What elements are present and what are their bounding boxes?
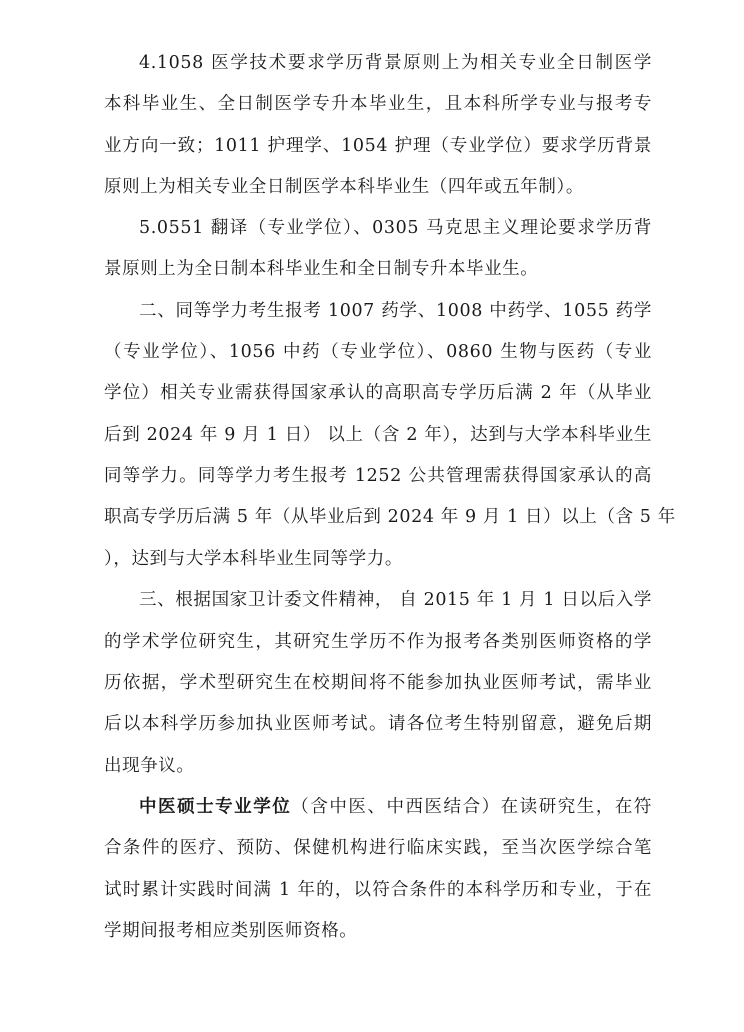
section-2-line-6: 职高专学历后满 5 年（从毕业后到 2024 年 9 月 1 日）以上（含 5 年 xyxy=(104,507,676,527)
tcm-master-line-3: 试时累计实践时间满 1 年的，以符合条件的本科学历和专业，于在 xyxy=(104,880,652,900)
section-2-line-7: ），达到与大学本科毕业生同等学力。 xyxy=(104,549,403,569)
section-3-line-1: 三、根据国家卫计委文件精神， 自 2015 年 1 月 1 日以后入学 xyxy=(139,590,652,610)
section-3-line-2: 的学术学位研究生，其研究生学历不作为报考各类别医师资格的学 xyxy=(104,632,652,652)
section-2-line-5: 同等学力。同等学力考生报考 1252 公共管理需获得国家承认的高 xyxy=(104,466,652,486)
section-3-line-4: 后以本科学历参加执业医师考试。请各位考生特别留意，避免后期 xyxy=(104,714,652,734)
paragraph-5-line-2: 景原则上为全日制本科毕业生和全日制专升本毕业生。 xyxy=(104,259,539,279)
tcm-master-line-1 xyxy=(139,792,652,822)
paragraph-4-line-3: 业方向一致；1011 护理学、1054 护理（专业学位）要求学历背景 xyxy=(104,136,652,156)
paragraph-5-line-1: 5.0551 翻译（专业学位）、0305 马克思主义理论要求学历背 xyxy=(139,218,652,238)
section-2-line-4: 后到 2024 年 9 月 1 日） 以上（含 2 年），达到与大学本科毕业生 xyxy=(104,425,652,445)
section-3-line-5: 出现争议。 xyxy=(104,756,195,776)
paragraph-4-line-1: 4.1058 医学技术要求学历背景原则上为相关专业全日制医学 xyxy=(139,53,652,73)
bold-lead: 中医硕士专业学位 xyxy=(139,797,292,817)
section-3-line-3: 历依据，学术型研究生在校期间将不能参加执业医师考试，需毕业 xyxy=(104,673,652,693)
tcm-master-line-2: 合条件的医疗、预防、保健机构进行临床实践，至当次医学综合笔 xyxy=(104,838,652,858)
tcm-master-line-4: 学期间报考相应类别医师资格。 xyxy=(104,921,358,941)
paragraph-4-line-2: 本科毕业生、全日制医学专升本毕业生，且本科所学专业与报考专 xyxy=(104,94,652,114)
section-2-line-2: （专业学位）、1056 中药（专业学位）、0860 生物与医药（专业 xyxy=(104,342,652,362)
section-2-line-1: 二、同等学力考生报考 1007 药学、1008 中药学、1055 药学 xyxy=(139,301,652,321)
paragraph-4-line-4: 原则上为相关专业全日制医学本科毕业生（四年或五年制）。 xyxy=(104,177,584,197)
section-2-line-3: 学位）相关专业需获得国家承认的高职高专学历后满 2 年（从毕业 xyxy=(104,383,652,403)
tcm-master-line-1-text: （含中医、中西医结合）在读研究生，在符 xyxy=(291,797,652,817)
